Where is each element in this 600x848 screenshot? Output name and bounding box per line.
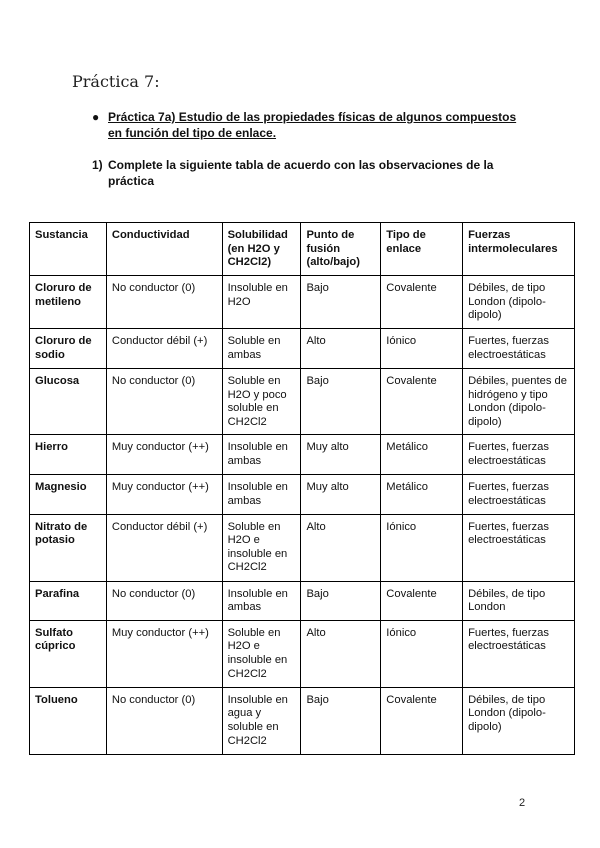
cell-sustancia: Cloruro de sodio — [30, 329, 107, 369]
table-row — [30, 435, 575, 475]
table-row — [30, 276, 575, 329]
cell-tipo-enlace: Iónico — [381, 514, 463, 581]
cell-tipo-enlace: Metálico — [381, 475, 463, 514]
cell-fuerzas: Fuertes, fuerzas electroestáticas — [463, 435, 575, 475]
cell-fuerzas: Fuertes, fuerzas electroestáticas — [463, 329, 575, 369]
properties-table — [29, 222, 575, 755]
table-row — [30, 369, 575, 435]
cell-conductividad: Conductor débil (+) — [106, 329, 222, 369]
header-punto-fusion: Punto de fusión (alto/bajo) — [301, 223, 381, 276]
table-row — [30, 581, 575, 620]
table-row — [30, 620, 575, 687]
item-text: Complete la siguiente tabla de acuerdo con las observaciones de la práctica — [108, 158, 494, 188]
cell-sustancia: Glucosa — [30, 369, 107, 435]
cell-sustancia: Sulfato cúprico — [30, 620, 107, 687]
cell-conductividad: Muy conductor (++) — [106, 475, 222, 514]
cell-conductividad: No conductor (0) — [106, 581, 222, 620]
cell-punto-fusion: Bajo — [301, 276, 381, 329]
header-sustancia: Sustancia — [30, 223, 107, 276]
header-solubilidad: Solubilidad (en H2O y CH2Cl2) — [222, 223, 301, 276]
cell-conductividad: Conductor débil (+) — [106, 514, 222, 581]
cell-punto-fusion: Alto — [301, 514, 381, 581]
cell-solubilidad: Soluble en H2O y poco soluble en CH2Cl2 — [222, 369, 301, 435]
cell-tipo-enlace: Metálico — [381, 435, 463, 475]
table-row — [30, 475, 575, 514]
cell-fuerzas: Débiles, puentes de hidrógeno y tipo London (dipolo-dipolo) — [463, 369, 575, 435]
bullet-text: Práctica 7a) Estudio de las propiedades físicas de algunos compuestos en función del tipo de enlace. — [108, 110, 517, 140]
cell-fuerzas: Débiles, de tipo London (dipolo-dipolo) — [463, 687, 575, 754]
cell-sustancia: Magnesio — [30, 475, 107, 514]
bullet-dot-icon: ● — [92, 110, 100, 124]
item-number: 1) — [92, 158, 103, 172]
cell-solubilidad: Soluble en ambas — [222, 329, 301, 369]
cell-conductividad: No conductor (0) — [106, 369, 222, 435]
cell-conductividad: Muy conductor (++) — [106, 435, 222, 475]
cell-tipo-enlace: Covalente — [381, 276, 463, 329]
cell-solubilidad: Insoluble en ambas — [222, 475, 301, 514]
cell-fuerzas: Débiles, de tipo London (dipolo-dipolo) — [463, 276, 575, 329]
cell-solubilidad: Soluble en H2O e insoluble en CH2Cl2 — [222, 514, 301, 581]
header-fuerzas: Fuerzas intermoleculares — [463, 223, 575, 276]
table-row — [30, 329, 575, 369]
cell-solubilidad: Insoluble en ambas — [222, 435, 301, 475]
cell-fuerzas: Fuertes, fuerzas electroestáticas — [463, 620, 575, 687]
header-conductividad: Conductividad — [106, 223, 222, 276]
cell-tipo-enlace: Iónico — [381, 620, 463, 687]
cell-solubilidad: Insoluble en H2O — [222, 276, 301, 329]
cell-punto-fusion: Muy alto — [301, 435, 381, 475]
cell-tipo-enlace: Covalente — [381, 581, 463, 620]
table-row — [30, 687, 575, 754]
header-tipo-enlace: Tipo de enlace — [381, 223, 463, 276]
cell-sustancia: Hierro — [30, 435, 107, 475]
cell-conductividad: No conductor (0) — [106, 687, 222, 754]
cell-punto-fusion: Bajo — [301, 581, 381, 620]
cell-fuerzas: Fuertes, fuerzas electroestáticas — [463, 514, 575, 581]
cell-punto-fusion: Alto — [301, 329, 381, 369]
cell-sustancia: Cloruro de metileno — [30, 276, 107, 329]
cell-solubilidad: Insoluble en ambas — [222, 581, 301, 620]
page-title: Práctica 7: — [72, 72, 160, 91]
cell-tipo-enlace: Covalente — [381, 369, 463, 435]
cell-conductividad: No conductor (0) — [106, 276, 222, 329]
cell-sustancia: Tolueno — [30, 687, 107, 754]
cell-fuerzas: Fuertes, fuerzas electroestáticas — [463, 475, 575, 514]
cell-solubilidad: Soluble en H2O e insoluble en CH2Cl2 — [222, 620, 301, 687]
cell-tipo-enlace: Covalente — [381, 687, 463, 754]
cell-punto-fusion: Bajo — [301, 687, 381, 754]
cell-punto-fusion: Bajo — [301, 369, 381, 435]
cell-tipo-enlace: Iónico — [381, 329, 463, 369]
table-header-row — [30, 223, 575, 276]
cell-punto-fusion: Alto — [301, 620, 381, 687]
cell-punto-fusion: Muy alto — [301, 475, 381, 514]
table-row — [30, 514, 575, 581]
cell-solubilidad: Insoluble en agua y soluble en CH2Cl2 — [222, 687, 301, 754]
cell-conductividad: Muy conductor (++) — [106, 620, 222, 687]
page-number: 2 — [519, 797, 526, 809]
cell-sustancia: Nitrato de potasio — [30, 514, 107, 581]
cell-sustancia: Parafina — [30, 581, 107, 620]
cell-fuerzas: Débiles, de tipo London — [463, 581, 575, 620]
